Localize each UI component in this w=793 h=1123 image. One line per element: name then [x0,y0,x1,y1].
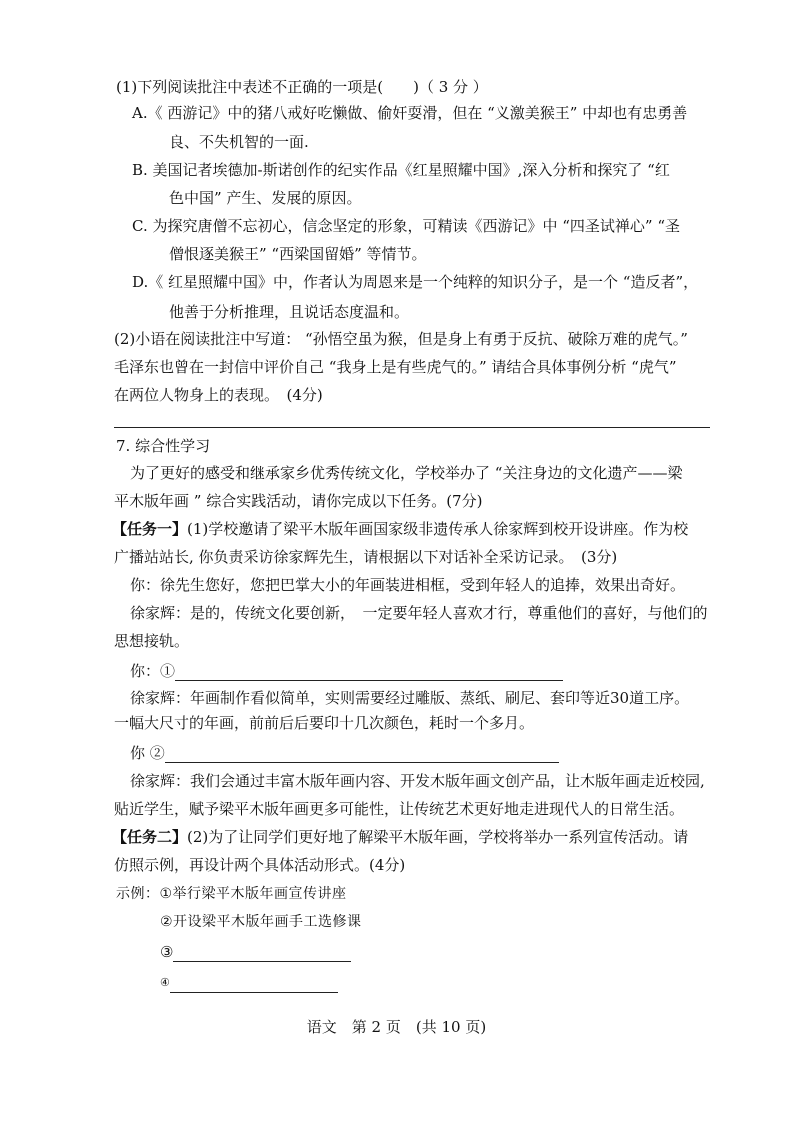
example-2: ②开设梁平木版年画手工选修课 [160,914,362,930]
option-d-line1: D.《 红星照耀中国》中，作者认为周恩来是一个纯粹的知识分子，是一个 “造反者”， [132,273,699,291]
blank-2 [130,743,559,763]
example-label: 示例： [116,886,160,902]
option-b-line2: 色中国” 产生、发展的原因。 [169,189,362,207]
option-d-line2: 他善于分析推理，且说话态度温和。 [169,303,410,321]
task2-text: (2)为了让同学们更好地了解梁平木版年画，学校将举办一系列宣传活动。请 [187,828,689,846]
dialog-1: 你：徐先生您好，您把巴掌大小的年画装进相框，受到年轻人的追捧，效果出奇好。 [130,576,686,594]
blank-3-line [173,945,351,962]
option-b-line1: B. 美国记者埃德加-斯诺创作的纪实作品《红星照耀中国》,深入分析和探究了 “红 [132,161,670,179]
q7-title: 7. 综合性学习 [116,437,211,455]
dialog-2-line2: 思想接轨。 [114,632,190,650]
dialog-2-line1: 徐家辉：是的，传统文化要创新， 一定要年轻人喜欢才行，尊重他们的喜好，与他们的 [130,604,708,622]
blank-2-prefix: 你 ② [130,744,165,762]
task2-line1 [112,827,688,847]
option-c-line1: C. 为探究唐僧不忘初心，信念坚定的形象，可精读《西游记》中 “四圣试禅心” “圣 [132,217,681,235]
q6-part2-line2: 毛泽东也曾在一封信中评价自己 “我身上是有些虎气的。” 请结合具体事例分析 “虎气” [114,358,677,376]
blank-3 [160,942,351,962]
blank-1-prefix: 你：① [130,662,176,680]
option-c-line2: 僧恨逐美猴王” “西梁国留婚” 等情节。 [169,245,427,263]
example-1-text: ①举行梁平木版年画宣传讲座 [159,886,347,902]
task1-label: 【任务一】 [112,520,188,538]
task1-line1 [112,519,688,539]
dialog-4-line1: 徐家辉：我们会通过丰富木版年画内容、开发木版年画文创产品，让木版年画走近校园, [130,772,705,790]
blank-2-line [165,746,559,763]
task1-line2: 广播站站长, 你负责采访徐家辉先生，请根据以下对话补全采访记录。 (3分) [114,548,618,566]
q7-intro-line1: 为了更好的感受和继承家乡优秀传统文化，学校举办了 “关注身边的文化遗产——梁 [130,464,683,482]
blank-4-prefix: ④ [160,976,170,989]
example-1 [116,884,347,904]
dialog-3-line2: 一幅大尺寸的年画，前前后后要印十几次颜色，耗时一个多月。 [114,714,535,732]
option-a-line2: 良、不失机智的一面. [169,133,309,151]
blank-4 [160,971,338,993]
task2-label: 【任务二】 [112,828,188,846]
blank-3-prefix: ③ [160,943,174,961]
dialog-3-line1: 徐家辉：年画制作看似简单，实则需要经过雕版、蒸纸、刷尼、套印等近30道工序。 [130,689,690,707]
blank-1 [130,661,563,681]
q6-part2-line1: (2)小语在阅读批注中写道： “孙悟空虽为猴，但是身上有勇于反抗、破除万难的虎气。” [114,330,688,348]
dialog-4-line2: 贴近学生，赋予梁平木版年画更多可能性，让传统艺术更好地走进现代人的日常生活。 [114,800,685,818]
q6-part2-line3: 在两位人物身上的表现。 (4分) [114,386,323,404]
q7-intro-line2: 平木版年画 ” 综合实践活动，请你完成以下任务。(7分) [114,492,483,510]
answer-line [114,427,710,428]
option-a-line1: A.《 西游记》中的猪八戒好吃懒做、偷奸耍滑，但在 “义激美猴王” 中却也有忠勇善 [132,104,688,122]
blank-4-line [170,976,338,993]
page-footer: 语文 第 2 页 (共 10 页) [306,1018,487,1036]
task2-line2: 仿照示例，再设计两个具体活动形式。(4分) [114,856,406,874]
task1-text: (1)学校邀请了梁平木版年画国家级非遗传承人徐家辉到校开设讲座。作为校 [187,520,689,538]
blank-1-line [175,664,563,681]
q6-part1: (1)下列阅读批注中表述不正确的一项是( )（ 3 分 ） [116,78,488,96]
